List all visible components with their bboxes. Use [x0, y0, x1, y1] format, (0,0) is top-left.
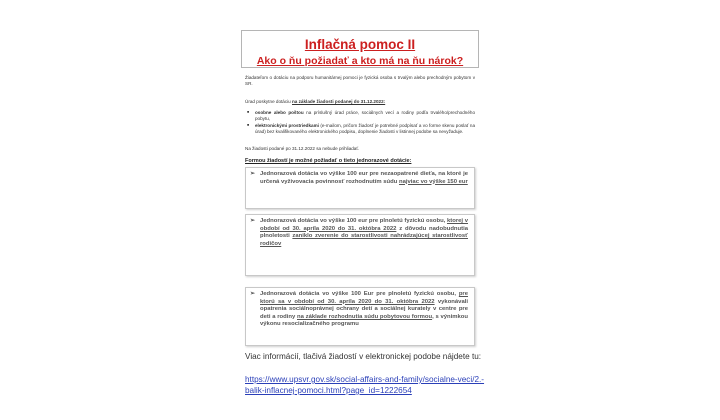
intro-paragraph: Žiadateľom o dotáciu na podporu humanitárnej pomoci je fyzická osoba s trvalým alebo prechodným pobytom v SR. — [245, 75, 475, 86]
card3-underlined-2: na základe rozhodnutia súdu pobytovou formou — [297, 313, 433, 320]
document-subtitle: Ako o ňu požiadať a kto má na ňu nárok? — [256, 55, 464, 67]
submission-methods-list — [245, 110, 475, 136]
card1-underlined: najviac vo výške 150 eur — [399, 178, 468, 185]
list-item — [245, 110, 475, 121]
grant-card-1 — [245, 167, 475, 209]
card2-text-b: z dôvodu nadobudnutia plnoletosti — [260, 225, 468, 240]
bullet1-bold: osobne alebo poštou — [255, 110, 304, 115]
more-info-text: Viac informácií, tlačivá žiadostí v elektronickej podobe nájdete tu: — [245, 352, 482, 361]
deadline-paragraph — [245, 99, 475, 105]
deadline-prefix: Úrad poskytne dotáciu — [245, 99, 292, 104]
deadline-bold: na základe žiadosti podanej do 31.12.2022: — [292, 99, 386, 104]
card3-text-c: , s výnimkou výkonu resocializačného programu — [260, 313, 468, 328]
list-item — [245, 123, 475, 134]
late-note: Na žiadosti podané po 31.12.2022 sa nebude prihliadať. — [245, 146, 360, 151]
grant-card-3 — [245, 287, 475, 346]
grant-card-1-text — [260, 171, 468, 186]
title-box — [241, 30, 479, 68]
more-info-link[interactable]: https://www.upsvr.gov.sk/social-affairs-and-family/socialne-veci/2.-balik-inflacnej-pomoci.html?page_id=1222654 — [245, 375, 485, 395]
document-title: Inflačná pomoc II — [304, 37, 416, 52]
card1-text: Jednorazová dotácia vo výške 100 eur pre nezaopatrené dieťa, na ktoré je určená vyživovacia povinnosť rozhodnutím súdu — [260, 171, 468, 185]
card3-underlined-1: pre ktorú sa v období od 30. apríla 2020 do 31. októbra 2022 — [260, 291, 468, 305]
grant-card-3-text — [260, 291, 468, 329]
bullet2-bold: elektronickými prostriedkami — [255, 123, 319, 129]
grant-card-2 — [245, 214, 475, 276]
arrow-icon: ➢ — [250, 171, 255, 177]
card2-text-a: Jednorazová dotácia vo výške 100 eur pre plnoletú fyzickú osobu, — [260, 218, 447, 224]
grant-card-2-text — [260, 218, 468, 248]
bullet1-text: na príslušný úrad práce, sociálnych vecí a rodiny podľa trvalého/prechodného pobytu, — [255, 110, 475, 121]
bullet2-text: (e-mailom, pričom žiadosť je potrebné podpísať a vo forme skenu poslať na úrad) bez kvalifikovaného elektronického podpisu, doplnenie žiadosti v listinnej podobe sa nevyžaduje. — [255, 123, 476, 134]
card3-text-a: Jednorazová dotácia vo výške 100 Eur pre plnoletú fyzickú osobu, — [260, 291, 459, 297]
card2-underlined-1: ktorej v období od 30. apríla 2020 do 31. októbra 2022 — [260, 218, 468, 232]
arrow-icon: ➢ — [250, 218, 255, 224]
document-page — [241, 30, 485, 395]
card2-underlined-2: zaniklo zverenie do starostlivosti nahrádzajúcej starostlivosť rodičov — [260, 233, 468, 247]
forms-heading: Formou žiadostí je možné požiadať o tieto jednorazové dotácie: — [245, 158, 412, 164]
card3-text-b: vykonávali opatrenia sociálnoprávnej ochrany detí a sociálnej kurately v centre pre deti a rodiny — [260, 298, 469, 320]
arrow-icon: ➢ — [250, 291, 255, 297]
